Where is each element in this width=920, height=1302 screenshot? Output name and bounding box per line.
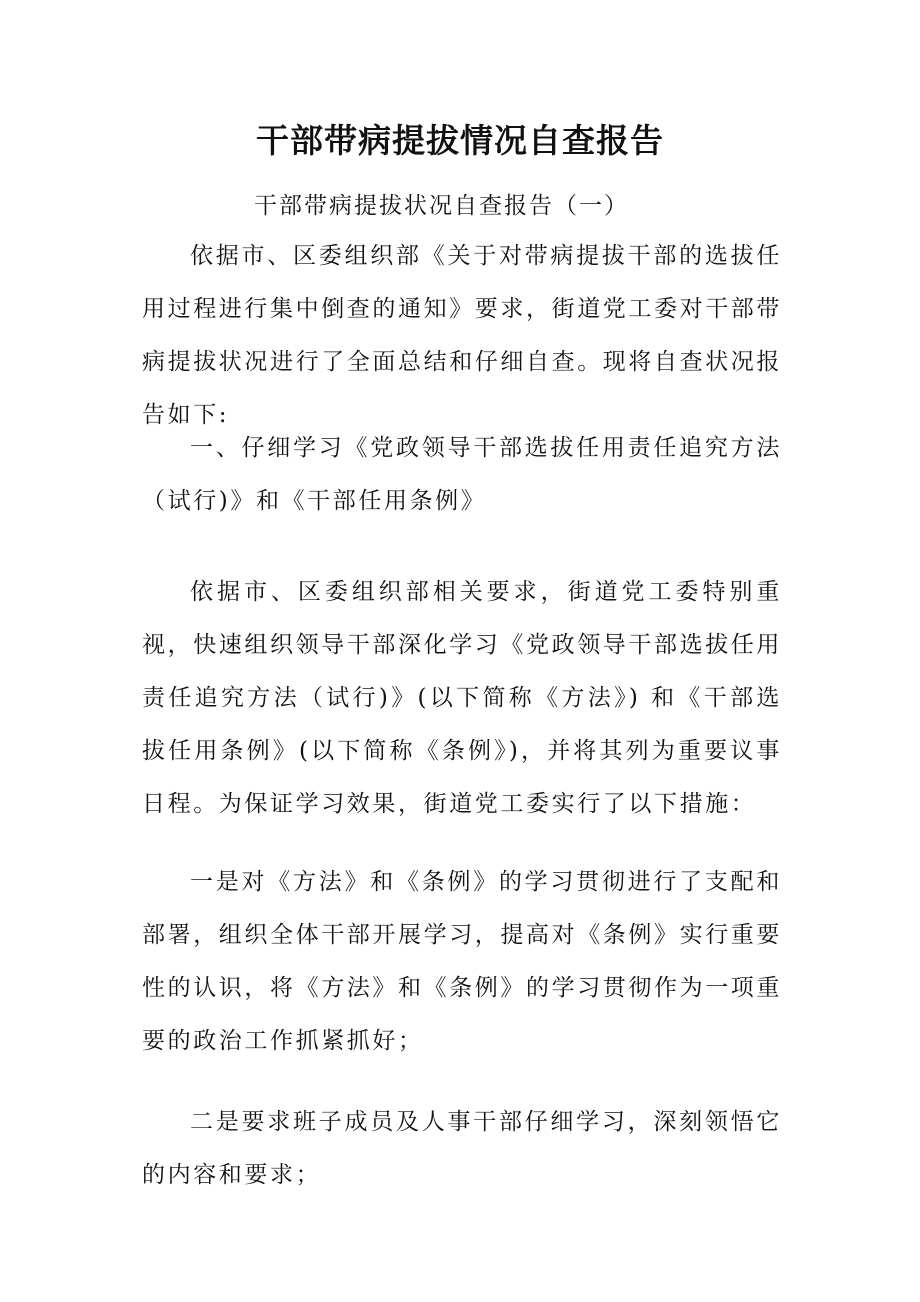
- document-subtitle: 干部带病提拔状况自查报告（一）: [254, 193, 629, 219]
- section-heading-study: 一、仔细学习《党政领导干部选拔任用责任追究方法（试行)》和《干部任用条例》: [142, 435, 782, 514]
- paragraph-study: 依据市、区委组织部相关要求，街道党工委特别重视，快速组织领导干部深化学习《党政领导干部选拔任用责任追究方法（试行)》(以下简称《方法》) 和《干部选拔任用条例》(以下简称《条例》)，并将其列为重要议事日程。为保证学习效果，街道党工委实行了以下措施：: [142, 579, 782, 817]
- paragraph-intro: 依据市、区委组织部《关于对带病提拔干部的选拔任用过程进行集中倒查的通知》要求，街道党工委对干部带病提拔状况进行了全面总结和仔细自查。现将自查状况报告如下:: [142, 243, 782, 428]
- paragraph-measure-one: 一是对《方法》和《条例》的学习贯彻进行了支配和部署，组织全体干部开展学习，提高对《条例》实行重要性的认识，将《方法》和《条例》的学习贯彻作为一项重要的政治工作抓紧抓好；: [142, 869, 782, 1054]
- paragraph-measure-two: 二是要求班子成员及人事干部仔细学习，深刻领悟它的内容和要求；: [142, 1109, 782, 1188]
- document-title: 干部带病提拔情况自查报告: [256, 121, 664, 160]
